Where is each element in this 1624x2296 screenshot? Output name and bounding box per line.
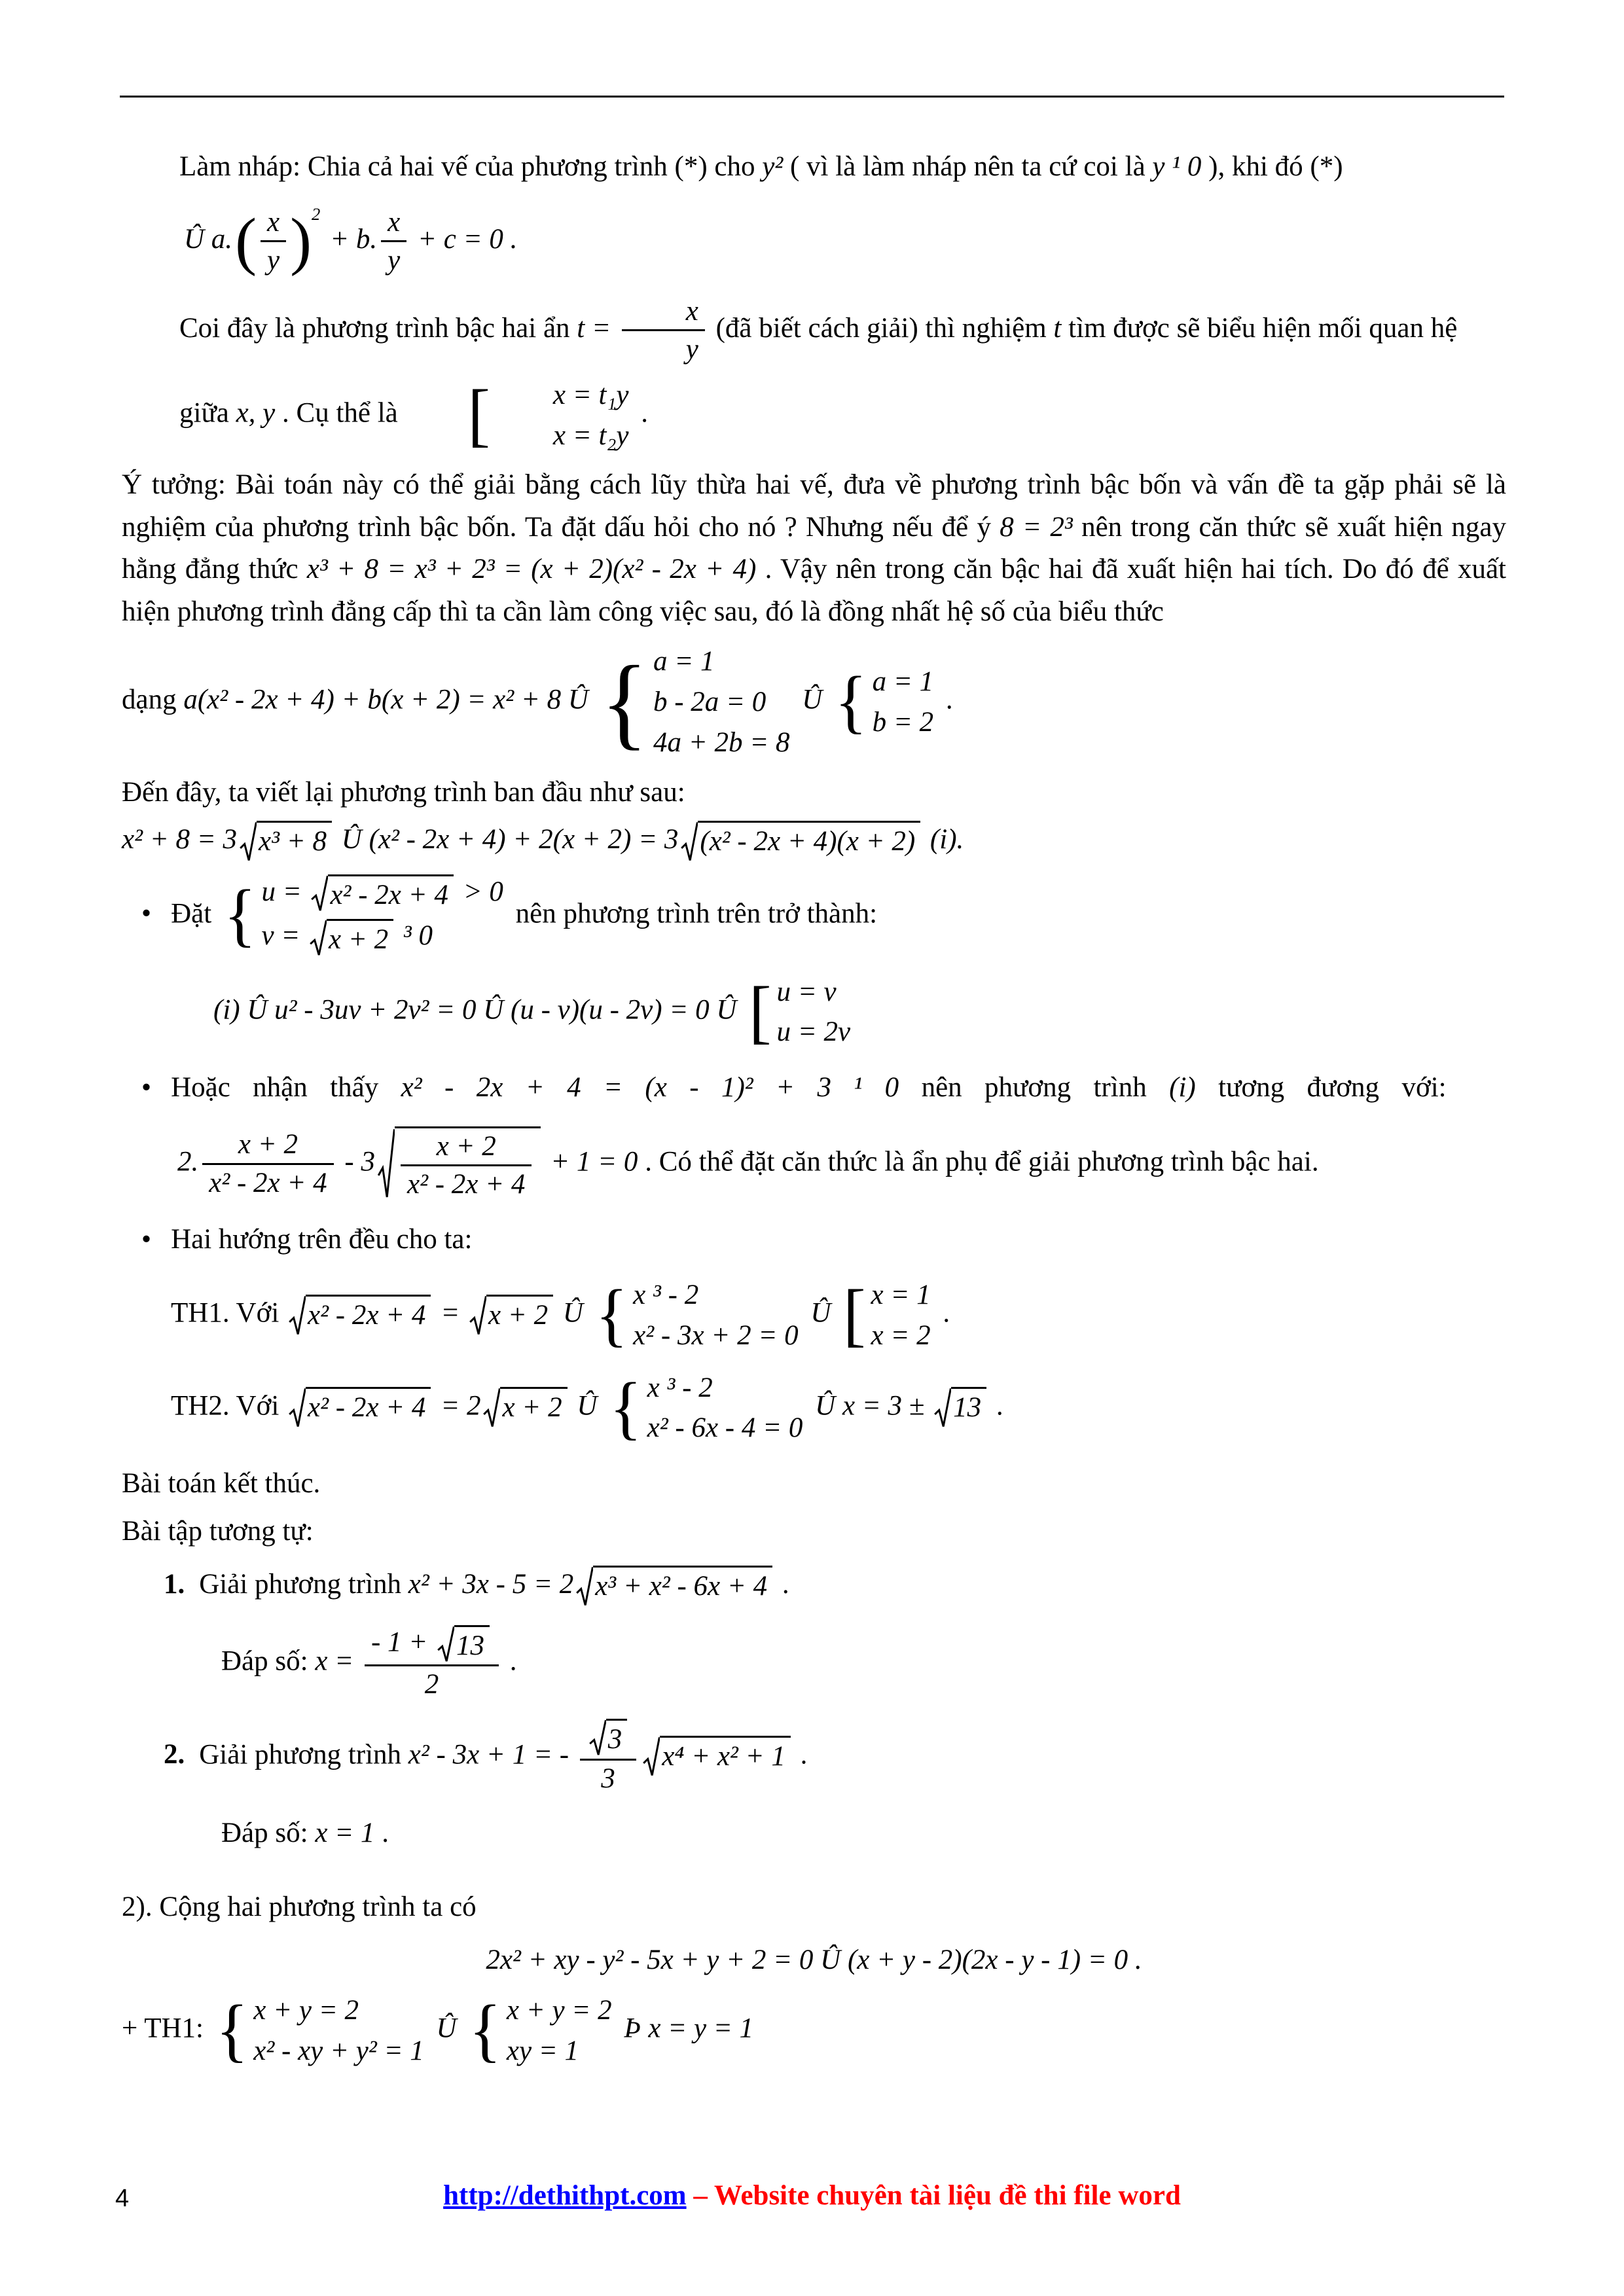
paragraph bbox=[122, 819, 1506, 863]
case-row bbox=[496, 418, 629, 454]
left-paren: ( bbox=[235, 205, 257, 277]
math-run: x³ + x² - 6x + 4 bbox=[595, 1571, 768, 1602]
fraction bbox=[202, 1128, 333, 1200]
case-row bbox=[777, 975, 851, 1010]
curly-brace: { bbox=[215, 1991, 249, 2070]
math-run: b = 2 bbox=[872, 707, 934, 738]
case-row bbox=[653, 725, 790, 761]
paragraph bbox=[213, 972, 1506, 1051]
text-run: . Cụ thể là bbox=[275, 397, 405, 429]
doc-body bbox=[122, 135, 1506, 2079]
math-run: x + y = 2 bbox=[253, 1994, 359, 2026]
math-run: x² - 2x + 4 bbox=[209, 1167, 327, 1198]
math-run: x² - 2x + 4 = (x - 1)² + 3 ¹ 0 bbox=[401, 1072, 899, 1103]
radical-icon bbox=[934, 1387, 951, 1429]
text-run: . bbox=[989, 1390, 1003, 1422]
curly-brace: { bbox=[223, 876, 257, 955]
paragraph bbox=[122, 146, 1506, 188]
fraction bbox=[381, 206, 406, 278]
cases-group bbox=[469, 1993, 611, 2069]
superscript: 2 bbox=[312, 204, 321, 224]
denominator bbox=[261, 242, 286, 278]
text-run: Giải phương trình bbox=[199, 1739, 408, 1770]
number-marker: 1. bbox=[164, 1569, 185, 1600]
math-run: y bbox=[685, 334, 698, 365]
math-run: Û bbox=[569, 1390, 605, 1422]
square-root bbox=[311, 874, 453, 913]
math-run: (i). bbox=[923, 824, 964, 855]
case-row bbox=[261, 874, 503, 914]
radicand bbox=[306, 1387, 431, 1426]
case-row bbox=[653, 644, 790, 679]
math-run: x³ + 8 = x³ + 2³ = (x + 2)(x² - 2x + 4) bbox=[306, 554, 757, 585]
cases-group bbox=[596, 1278, 799, 1354]
paragraph bbox=[122, 1564, 1506, 1607]
page-footer bbox=[0, 2179, 1624, 2238]
text-run: Bài toán kết thúc. bbox=[122, 1468, 321, 1499]
denominator bbox=[580, 1761, 637, 1796]
math-run: t bbox=[1053, 312, 1062, 344]
text-run: . bbox=[634, 397, 648, 429]
denominator bbox=[365, 1666, 499, 1702]
numerator bbox=[261, 206, 286, 243]
case-rows bbox=[496, 378, 629, 454]
math-run: - 3 bbox=[337, 1145, 375, 1177]
case-row bbox=[647, 1371, 803, 1406]
denominator bbox=[202, 1165, 333, 1200]
math-run: v = bbox=[261, 920, 308, 951]
case-row bbox=[871, 1318, 931, 1354]
math-run: x bbox=[388, 206, 401, 238]
text-run: . bbox=[503, 1645, 517, 1677]
text-run: dạng bbox=[122, 684, 184, 715]
denominator bbox=[622, 331, 705, 367]
radicand bbox=[454, 1625, 490, 1664]
text-run: Làm nháp: Chia cả hai vế của phương trình (*) cho bbox=[179, 151, 763, 182]
case-rows bbox=[871, 1278, 931, 1354]
curly-brace: { bbox=[595, 1276, 628, 1355]
text-run: Đặt bbox=[171, 897, 219, 929]
square-root bbox=[589, 1719, 628, 1757]
case-rows bbox=[873, 664, 934, 740]
radicand bbox=[306, 1295, 431, 1333]
math-run: x + 2 bbox=[488, 1299, 549, 1331]
radical-icon bbox=[469, 1295, 486, 1337]
radicand bbox=[327, 919, 393, 958]
math-run: Û x = 3 ± bbox=[808, 1390, 932, 1422]
math-run: x = 2 bbox=[871, 1319, 931, 1351]
case-row bbox=[507, 2034, 612, 2069]
square-root bbox=[378, 1126, 541, 1202]
math-run: x² + 3x - 5 = 2 bbox=[408, 1569, 574, 1600]
math-run: x² - 2x + 4 bbox=[406, 1169, 526, 1200]
footer-link[interactable]: http://dethithpt.com bbox=[443, 2180, 687, 2211]
math-run: 2x² + xy - y² - 5x + y + 2 = 0 Û (x + y - 2)(2x - y - 1) = 0 . bbox=[486, 1945, 1142, 1976]
cases-group bbox=[843, 1278, 930, 1354]
paragraph bbox=[122, 378, 1506, 454]
cases-group bbox=[835, 664, 933, 740]
numerator bbox=[622, 295, 705, 332]
radicand bbox=[593, 1566, 772, 1604]
math-run: x³ + 8 bbox=[259, 826, 327, 857]
radicand bbox=[328, 874, 453, 913]
paragraph bbox=[221, 1812, 1506, 1855]
math-run: 3 bbox=[601, 1763, 615, 1794]
math-run: 3 bbox=[607, 1723, 623, 1755]
math-run: x = t₁y bbox=[552, 379, 629, 410]
bullet-marker: • bbox=[141, 1072, 152, 1103]
math-run: 4a + 2b = 8 bbox=[653, 726, 790, 758]
radical-icon bbox=[589, 1719, 606, 1757]
case-row bbox=[496, 378, 629, 413]
text-run: TH1. Với bbox=[171, 1297, 287, 1329]
math-run: Û a. bbox=[184, 223, 233, 255]
square-root bbox=[483, 1387, 567, 1429]
square-root bbox=[469, 1295, 553, 1337]
text-run: giữa bbox=[179, 397, 236, 429]
radical-icon bbox=[289, 1295, 306, 1337]
math-run: x + y = 2 bbox=[506, 1994, 612, 2026]
math-run: y bbox=[388, 245, 401, 276]
denominator bbox=[381, 242, 406, 278]
math-run: = 2 bbox=[433, 1390, 481, 1422]
math-run: + b. bbox=[323, 223, 378, 255]
math-run: 2. bbox=[177, 1145, 199, 1177]
math-run: x + 2 bbox=[238, 1129, 298, 1160]
paren-group bbox=[235, 206, 320, 278]
math-run: Û bbox=[803, 1297, 839, 1329]
text-run: ( vì là làm nháp nên ta cứ coi là bbox=[783, 151, 1153, 182]
radicand bbox=[395, 1126, 541, 1202]
math-run: y² bbox=[762, 151, 784, 182]
paragraph bbox=[122, 1067, 1506, 1109]
math-run: Û bbox=[556, 1297, 590, 1329]
numerator bbox=[365, 1625, 499, 1667]
math-run: x ³ - 2 bbox=[633, 1280, 699, 1311]
math-run: x² - 2x + 4 bbox=[308, 1299, 426, 1331]
radicand bbox=[486, 1295, 553, 1333]
math-run: x² - xy + y² = 1 bbox=[253, 2035, 424, 2066]
math-run: (i) Û u² - 3uv + 2v² = 0 Û (u - v)(u - 2v) = 0 Û bbox=[213, 994, 744, 1026]
case-row bbox=[777, 1014, 851, 1050]
math-run: Û bbox=[795, 684, 830, 715]
square-root bbox=[576, 1566, 772, 1608]
paragraph bbox=[184, 206, 1506, 278]
paren-content bbox=[257, 206, 290, 278]
text-run: + TH1: bbox=[122, 2013, 211, 2044]
case-rows bbox=[777, 975, 851, 1050]
cases-group bbox=[224, 874, 503, 958]
case-row bbox=[647, 1410, 803, 1446]
text-run: Bài tập tương tự: bbox=[122, 1515, 314, 1547]
text-run: Đáp số: bbox=[221, 1645, 316, 1677]
radicand bbox=[606, 1719, 628, 1757]
square-root bbox=[289, 1387, 431, 1429]
paragraph bbox=[122, 772, 1506, 814]
math-run: Û (x² - 2x + 4) + 2(x + 2) = 3 bbox=[334, 824, 679, 855]
paragraph bbox=[171, 1278, 1506, 1354]
curly-brace: { bbox=[469, 1991, 501, 2070]
math-run: a = 1 bbox=[872, 666, 934, 698]
text-run: nên phương trình trên trở thành: bbox=[508, 897, 878, 929]
case-row bbox=[253, 1993, 424, 2028]
math-run: = bbox=[433, 1297, 467, 1329]
paragraph bbox=[221, 1625, 1506, 1702]
text-run: Giải phương trình bbox=[199, 1569, 408, 1600]
paragraph bbox=[122, 1993, 1506, 2069]
square-root bbox=[643, 1736, 791, 1778]
case-rows bbox=[507, 1993, 612, 2069]
paragraph bbox=[122, 1719, 1506, 1795]
case-rows bbox=[261, 874, 503, 958]
case-row bbox=[633, 1318, 798, 1354]
fraction bbox=[401, 1130, 532, 1202]
math-run: x = 1 bbox=[871, 1280, 931, 1311]
text-run: . Có thể đặt căn thức là ẩn phụ để giải phương trình bậc hai. bbox=[638, 1145, 1319, 1177]
square-bracket: [ bbox=[749, 972, 772, 1051]
text-run: . bbox=[775, 1569, 789, 1600]
math-run: 13 bbox=[456, 1630, 485, 1661]
text-run: Ý tưởng: Bài toán này có thể giải bằng cách lũy thừa hai vế, đưa về phương trình bậc bốn và vấn đề ta gặp phải sẽ là nghiệm của phương trình bậc bốn. Ta đặt dấu hỏi cho nó ? Nhưng nếu để ý bbox=[122, 469, 1506, 543]
text-run: tìm được sẽ biểu hiện mối quan hệ bbox=[1061, 312, 1458, 344]
number-marker: 2. bbox=[164, 1739, 185, 1770]
bullet-marker: • bbox=[141, 897, 152, 929]
curly-brace: { bbox=[600, 644, 648, 759]
fraction bbox=[580, 1719, 637, 1795]
text-run: . bbox=[374, 1818, 389, 1849]
radical-icon bbox=[240, 821, 257, 863]
math-run: > 0 bbox=[456, 876, 503, 907]
paragraph bbox=[171, 1368, 1506, 1447]
cases-group bbox=[609, 1368, 803, 1447]
math-run: - 1 + bbox=[370, 1626, 435, 1657]
numerator bbox=[202, 1128, 333, 1165]
case-row bbox=[873, 664, 934, 700]
radical-icon bbox=[378, 1126, 395, 1202]
square-root bbox=[681, 821, 920, 863]
square-root bbox=[289, 1295, 431, 1337]
math-run: x + 2 bbox=[329, 924, 389, 955]
math-run: x⁴ + x² + 1 bbox=[662, 1741, 785, 1772]
paragraph bbox=[122, 1511, 1506, 1553]
paragraph bbox=[122, 1886, 1506, 1929]
math-run: + 1 = 0 bbox=[543, 1145, 638, 1177]
case-rows bbox=[653, 644, 790, 760]
math-run: x² - 3x + 2 = 0 bbox=[633, 1319, 799, 1351]
text-run: ), khi đó (*) bbox=[1201, 151, 1343, 182]
curly-brace: { bbox=[609, 1368, 642, 1447]
math-run: + c = 0 . bbox=[410, 223, 518, 255]
math-run: a = 1 bbox=[653, 646, 715, 677]
paragraph bbox=[122, 644, 1506, 760]
math-run: x² - 2x + 4 bbox=[330, 880, 448, 911]
paragraph bbox=[122, 1219, 1506, 1261]
square-bracket: [ bbox=[467, 376, 490, 454]
math-run: u = bbox=[261, 876, 309, 907]
math-run: b - 2a = 0 bbox=[653, 687, 767, 718]
math-run: Þ x = y = 1 bbox=[617, 2013, 754, 2044]
text-run: Đáp số: bbox=[221, 1818, 316, 1849]
fraction bbox=[365, 1625, 499, 1702]
header-rule bbox=[120, 96, 1504, 98]
text-run: . bbox=[793, 1739, 808, 1770]
text-run: Hai hướng trên đều cho ta: bbox=[171, 1223, 473, 1255]
math-run: x ³ - 2 bbox=[647, 1372, 713, 1403]
text-run: (đã biết cách giải) thì nghiệm bbox=[708, 312, 1054, 344]
numerator bbox=[401, 1130, 532, 1167]
radical-icon bbox=[576, 1566, 593, 1608]
numerator bbox=[580, 1719, 637, 1761]
case-row bbox=[871, 1278, 931, 1313]
radical-icon bbox=[310, 919, 327, 958]
denominator bbox=[401, 1166, 532, 1202]
square-root bbox=[934, 1387, 986, 1429]
math-run: ³ 0 bbox=[396, 920, 433, 951]
math-run: x² - 3x + 1 = - bbox=[408, 1739, 576, 1770]
curly-brace: { bbox=[835, 662, 867, 742]
math-run: xy = 1 bbox=[506, 2035, 579, 2066]
radical-icon bbox=[437, 1625, 454, 1664]
math-run: y bbox=[267, 245, 280, 276]
case-row bbox=[253, 2034, 424, 2069]
math-run: x, y bbox=[236, 397, 276, 429]
math-run: x² + 8 = 3 bbox=[122, 824, 238, 855]
text-run: TH2. Với bbox=[171, 1390, 287, 1422]
paragraph bbox=[177, 1126, 1506, 1202]
case-row bbox=[653, 685, 790, 720]
cases-group bbox=[410, 378, 629, 454]
radicand bbox=[660, 1736, 791, 1774]
math-run: u = v bbox=[776, 976, 837, 1007]
math-run: x = 1 bbox=[315, 1818, 375, 1849]
radical-icon bbox=[643, 1736, 660, 1778]
radicand bbox=[500, 1387, 567, 1426]
text-run: . bbox=[935, 1297, 950, 1329]
case-rows bbox=[253, 1993, 424, 2069]
paragraph bbox=[122, 1463, 1506, 1505]
math-run: Û bbox=[429, 2013, 464, 2044]
math-run: x² - 6x - 4 = 0 bbox=[647, 1412, 803, 1444]
fraction bbox=[261, 206, 286, 278]
paragraph bbox=[122, 1939, 1506, 1982]
case-row bbox=[507, 1993, 612, 2028]
square-root bbox=[310, 919, 393, 958]
math-run: (x² - 2x + 4)(x + 2) bbox=[700, 826, 916, 857]
fraction bbox=[622, 295, 705, 367]
text-run: Đến đây, ta viết lại phương trình ban đầu như sau: bbox=[122, 776, 685, 808]
text-run: nên trong căn thức sẽ xuất hiện ngay hằng đẳng thức bbox=[122, 511, 1506, 585]
math-run: x = bbox=[315, 1645, 361, 1677]
radical-icon bbox=[311, 874, 328, 913]
page-number: 4 bbox=[115, 2185, 130, 2212]
numerator bbox=[381, 206, 406, 243]
radical-icon bbox=[289, 1387, 306, 1429]
math-run: x bbox=[267, 206, 280, 238]
case-row bbox=[633, 1278, 798, 1313]
right-paren: ) bbox=[290, 205, 312, 277]
case-row bbox=[261, 918, 503, 958]
math-run: 13 bbox=[953, 1392, 982, 1424]
cases-group bbox=[601, 644, 790, 760]
text-run: nên phương trình bbox=[899, 1072, 1170, 1103]
math-run: y ¹ 0 bbox=[1152, 151, 1202, 182]
math-run: (i) bbox=[1169, 1072, 1196, 1103]
cases-group bbox=[749, 972, 851, 1051]
math-run: x² - 2x + 4 bbox=[308, 1392, 426, 1424]
radical-icon bbox=[483, 1387, 500, 1429]
square-bracket: [ bbox=[843, 1276, 866, 1355]
text-run: . Vậy nên trong căn bậc hai đã xuất hiện hai tích. Do đó để xuất hiện phương trình đẳng cấp thì ta cần làm công việc sau, đó là đồng nhất hệ số của biểu thức bbox=[122, 554, 1506, 627]
cases-group bbox=[216, 1993, 424, 2069]
math-run: 2 bbox=[424, 1669, 439, 1700]
math-run: x = t₂y bbox=[552, 420, 629, 451]
footer-line bbox=[0, 2179, 1624, 2212]
radicand bbox=[257, 821, 332, 859]
case-rows bbox=[647, 1371, 803, 1446]
math-run: x + 2 bbox=[436, 1130, 496, 1162]
radical-icon bbox=[681, 821, 698, 863]
math-run: u = 2v bbox=[776, 1016, 851, 1048]
text-run: . bbox=[939, 684, 953, 715]
radicand bbox=[951, 1387, 986, 1426]
case-rows bbox=[633, 1278, 798, 1354]
square-root bbox=[437, 1625, 490, 1664]
math-run: x + 2 bbox=[502, 1392, 562, 1424]
paragraph bbox=[122, 874, 1506, 958]
radicand bbox=[698, 821, 920, 859]
text-run: Coi đây là phương trình bậc hai ẩn bbox=[179, 312, 577, 344]
paragraph bbox=[122, 295, 1506, 367]
text-run: Hoặc nhận thấy bbox=[171, 1072, 401, 1103]
bullet-marker: • bbox=[141, 1223, 152, 1255]
math-run: t = bbox=[577, 312, 618, 344]
case-row bbox=[873, 705, 934, 740]
footer-tagline: – Website chuyên tài liệu đề thi file word bbox=[686, 2180, 1181, 2211]
square-root bbox=[240, 821, 332, 863]
math-run: x bbox=[685, 295, 698, 327]
text-run: 2). Cộng hai phương trình ta có bbox=[122, 1891, 477, 1922]
paragraph bbox=[122, 464, 1506, 633]
math-run: a(x² - 2x + 4) + b(x + 2) = x² + 8 Û bbox=[183, 684, 596, 715]
math-run: 8 = 2³ bbox=[1000, 511, 1073, 543]
text-run: tương đương với: bbox=[1195, 1072, 1447, 1103]
